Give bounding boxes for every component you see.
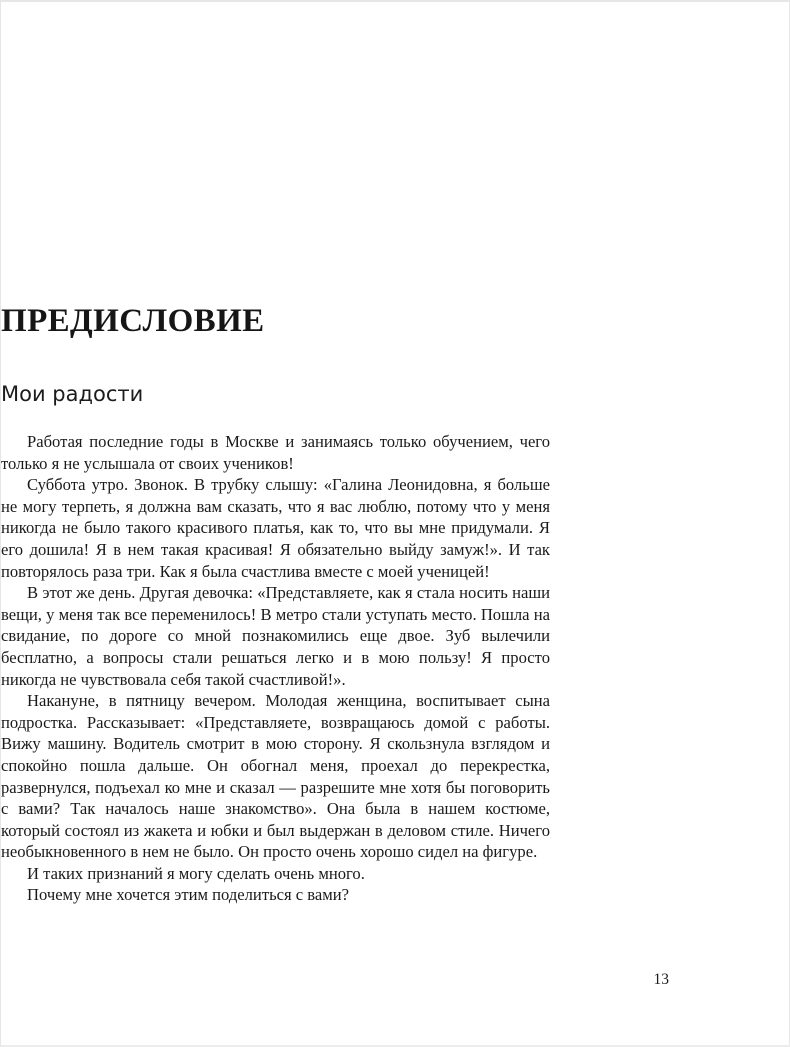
paragraph: Накануне, в пятницу вечером. Молодая женщина, воспитывает сына подростка. Рассказывает: «Представляете, возвращаюсь домой с работы. Вижу машину. Водитель смотрит в мою сторону. Я скользнула взглядом и спокойно пошла дальше. Он обогнал меня, проехал до перекрестка, развернулся, подъехал ко мне и сказал — разрешите мне хотя бы поговорить с вами? Так началось наше знакомство». Она была в нашем костюме, который состоял из жакета и юбки и был выдержан в деловом стиле. Ничего необыкновенного в нем не было. Он просто очень хорошо сидел на фигуре. [1, 691, 550, 862]
paragraph: И таких признаний я могу сделать очень много. [27, 863, 365, 883]
paragraph: В этот же день. Другая девочка: «Представляете, как я стала носить наши вещи, у меня так все переменилось! В метро стали уступать место. Пошла на свидание, по дороге со мной познакомились еще двое. Зуб вылечили бесплатно, а вопросы стали решаться легко и в мою пользу! Я просто никогда не чувствовала себя такой счастливой!». [1, 583, 550, 689]
body-text-block [1, 431, 550, 906]
section-subtitle: Мои радости [1, 382, 144, 406]
paragraph: Работая последние годы в Москве и занимаясь только обучением, чего только я не услышала от своих учеников! [1, 432, 550, 473]
page-number: 13 [653, 971, 669, 988]
page-title: ПРЕДИСЛОВИЕ [1, 303, 265, 339]
paragraph: Суббота утро. Звонок. В трубку слышу: «Галина Леонидовна, я больше не могу терпеть, я должна вам сказать, что я вас люблю, потому что у меня никогда не было такого красивого платья, как то, что вы мне придумали. Я его дошила! Я в нем такая красивая! Я обязательно выйду замуж!». И так повторялось раза три. Как я была счастлива вместе с моей ученицей! [1, 475, 550, 581]
paragraph: Почему мне хочется этим поделиться с вами? [27, 885, 350, 905]
